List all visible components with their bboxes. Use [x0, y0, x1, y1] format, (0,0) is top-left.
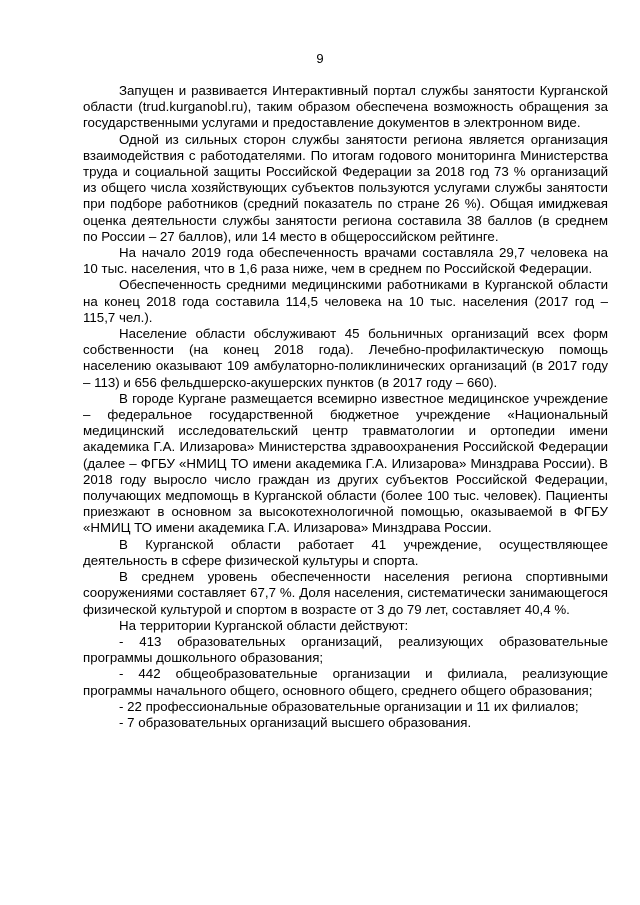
list-item-higher-education: - 7 образовательных организаций высшего образования. — [119, 714, 472, 730]
list-item-preschool: - 413 образовательных организаций, реализующих образовательные программы дошкольного образования; — [83, 633, 608, 666]
document-body — [83, 83, 608, 731]
paragraph-education-intro: На территории Курганской области действуют: — [119, 617, 409, 633]
paragraph-hospital-organizations: Население области обслуживают 45 больничных организаций всех форм собственности (на конец 2018 года). Лечебно-профилактическую помощь населению оказывают 109 амбулаторно-поликлинических организаций (в 2017 году – 113) и 656 фельдшерско-акушерских пунктов (в 2017 году – 660). — [83, 326, 608, 390]
list-item-general-education: - 442 общеобразовательные организации и филиала, реализующие программы начального общего, основного общего, среднего общего образования; — [83, 666, 608, 698]
paragraph-medical-workers: Обеспеченность средними медицинскими работниками в Курганской области на конец 2018 года составила 114,5 человека на 10 тыс. населения (2017 год – 115,7 чел.). — [83, 277, 608, 325]
paragraph-interactive-portal: Запущен и развивается Интерактивный портал службы занятости Курганской области (trud.kurganobl.ru), таким образом обеспечена возможность обращения за государственными услугами и предоставление документов в электронном виде. — [83, 83, 608, 131]
page-number: 9 — [316, 51, 324, 66]
paragraph-sports-institutions: В Курганской области работает 41 учреждение, осуществляющее деятельность в сфере физической культуры и спорта. — [83, 536, 608, 568]
paragraph-employers-interaction: Одной из сильных сторон службы занятости региона является организация взаимодействия с работодателями. По итогам годового мониторинга Министерства труда и социальной защиты Российской Федерации за 2018 год 73 % организаций из общего числа хозяйствующих субъектов пользуются услугами службы занятости при подборе работников (средний показатель по стране 26 %). Общая имиджевая оценка деятельности службы занятости региона составила 38 баллов (в среднем по России – 27 баллов), или 14 место в общероссийском рейтинге. — [83, 131, 608, 244]
list-item-professional-education: - 22 профессиональные образовательные организации и 11 их филиалов; — [119, 698, 579, 714]
paragraph-doctors-availability: На начало 2019 года обеспеченность врачами составляла 29,7 человека на 10 тыс. населения, что в 1,6 раза ниже, чем в среднем по Российской Федерации. — [83, 245, 608, 277]
paragraph-ilizarov-center: В городе Кургане размещается всемирно известное медицинское учреждение – федеральное государственной бюджетное учреждение «Национальный медицинский исследовательский центр травматологии и ортопедии имени академика Г.А. Илизарова» Министерства здравоохранения Российской Федерации (далее – ФГБУ «НМИЦ ТО имени академика Г.А. Илизарова» Минздрава России). В 2018 году выросло число граждан из других субъектов Российской Федерации, получающих медпомощь в Курганской области (более 100 тыс. человек). Пациенты приезжают в основном за высокотехнологичной помощью, оказываемой в ФГБУ «НМИЦ ТО имени академика Г.А. Илизарова» Минздрава России. — [83, 390, 608, 536]
paragraph-sports-facilities: В среднем уровень обеспеченности населения региона спортивными сооружениями составляет 67,7 %. Доля населения, систематически занимающегося физической культурой и спортом в возрасте от 3 до 79 лет, составляет 40,4 %. — [83, 569, 608, 617]
